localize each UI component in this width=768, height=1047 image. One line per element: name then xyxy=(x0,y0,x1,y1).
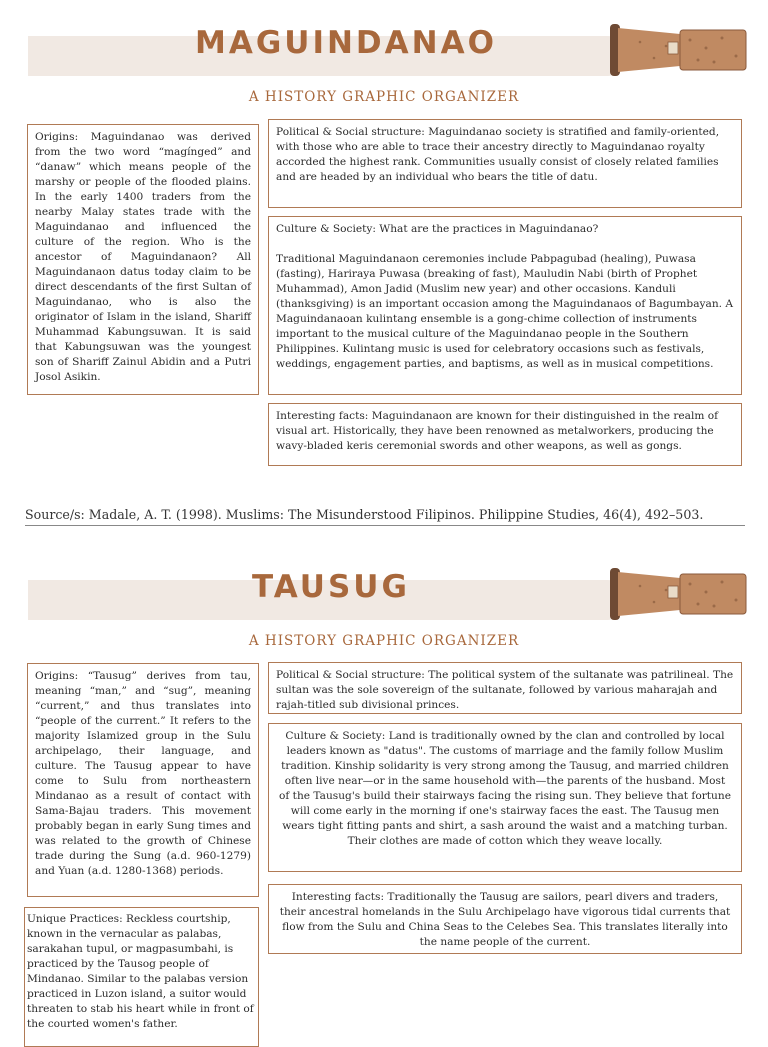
kulintang-tube-icon xyxy=(610,22,750,78)
source-citation: Source/s: Madale, A. T. (1998). Muslims: The Misunderstood Filipinos. Philippine Studies, 46(4), 492–503. xyxy=(25,507,745,526)
origins-box-tausug xyxy=(27,663,259,897)
origins-text: Origins: Maguindanao was derived from the two word “magínged” and “danaw” which means people of the marshy or people of the flooded plains. In the early 1400 traders from the nearby Malay states trade with the Maguindanao and influenced the culture of the region. Who is the ancestor of Maguindanaon? All Maguindanaon datus today claim to be direct descendants of the first Sultan of Maguindanao, who is also the originator of Islam in the island, Shariff Muhammad Kabungsuwan. It is said that Kabungsuwan was the youngest son of Shariff Zainul Abidin and a Putri Josol Asikin. xyxy=(35,131,251,383)
practices-text: Unique Practices: Reckless courtship, known in the vernacular as palabas, sarakahan tupul, or magpasumbahi, is practiced by the Tausog people of Mindanao. Similar to the palabas version practiced in Luzon island, a suitor would threaten to stab his heart while in front of the courted women's father. xyxy=(27,913,254,1030)
section-title-tausug: TAUSUG xyxy=(252,569,410,605)
culture-heading: Culture & Society: What are the practices in Maguindanao? xyxy=(276,223,599,235)
culture-box-tausug xyxy=(268,723,742,872)
section-title-maguindanao: MAGUINDANAO xyxy=(195,25,497,61)
subtitle-tausug: A HISTORY GRAPHIC ORGANIZER xyxy=(248,633,520,649)
culture-box-maguindanao xyxy=(268,216,742,395)
culture-text: Culture & Society: Land is traditionally owned by the clan and controlled by local leaders known as "datus". The customs of marriage and the family follow Muslim tradition. Kinship solidarity is very strong among the Tausug, and married children often live near—or in the same household with—the parents of the husband. Most of the Tausug's build their stairways facing the rising sun. They believe that fortune will come early in the morning if one's stairway faces the east. The Tausug men wears tight fitting pants and shirt, a sash around the waist and a matching turban. Their clothes are made of cotton which they weave locally. xyxy=(279,730,731,847)
political-box-tausug xyxy=(268,662,742,714)
facts-text: Interesting facts: Maguindanaon are known for their distinguished in the realm of visual art. Historically, they have been renowned as metalworkers, producing the wavy-bladed keris ceremonial swords and other weapons, as well as gongs. xyxy=(276,410,719,452)
facts-box-maguindanao xyxy=(268,403,742,466)
kulintang-tube-icon xyxy=(610,566,750,622)
political-text: Political & Social structure: Maguindanao society is stratified and family-oriented, with those who are able to trace their ancestry directly to Maguindanao royalty accorded the highest rank. Communities usually consist of closely related families and are headed by an individual who bears the title of datu. xyxy=(276,126,720,183)
subtitle-maguindanao: A HISTORY GRAPHIC ORGANIZER xyxy=(248,89,520,105)
practices-box-tausug xyxy=(24,907,259,1047)
political-box-maguindanao xyxy=(268,119,742,208)
origins-box-maguindanao xyxy=(27,124,259,395)
facts-text: Interesting facts: Traditionally the Tausug are sailors, pearl divers and traders, their ancestral homelands in the Sulu Archipelago have vigorous tidal currents that flow from the Sulu and China Seas to the Celebes Sea. This translates literally into the name people of the current. xyxy=(279,891,731,948)
political-text: Political & Social structure: The political system of the sultanate was patrilineal. The sultan was the sole sovereign of the sultanate, followed by various maharajah and rajah-titled sub divisional princes. xyxy=(276,669,734,711)
facts-box-tausug xyxy=(268,884,742,954)
origins-text: Origins: “Tausug” derives from tau, meaning “man,” and “sug”, meaning “current,” and thus translates into “people of the current.” It refers to the majority Islamized group in the Sulu archipelago, their language, and culture. The Tausug appear to have come to Sulu from northeastern Mindanao as a result of contact with Sama-Bajau traders. This movement probably began in early Sung times and was related to the growth of Chinese trade during the Sung (a.d. 960-1279) and Yuan (a.d. 1280-1368) periods. xyxy=(35,670,251,877)
culture-text: Traditional Maguindanaon ceremonies include Pabpagubad (healing), Puwasa (fasting), Hariraya Puwasa (breaking of fast), Mauludin Nabi (birth of Prophet Muhammad), Amon Jadid (Muslim new year) and other occasions. Kanduli (thanksgiving) is an important occasion among the Maguindanaos of Bagumbayan. A Maguindanaoan kulintang ensemble is a gong-chime collection of instruments important to the musical culture of the Maguindanao people in the Southern Philippines. Kulintang music is used for celebratory occasions such as festivals, weddings, engagement parties, and baptisms, as well as in musical competitions. xyxy=(276,253,734,370)
